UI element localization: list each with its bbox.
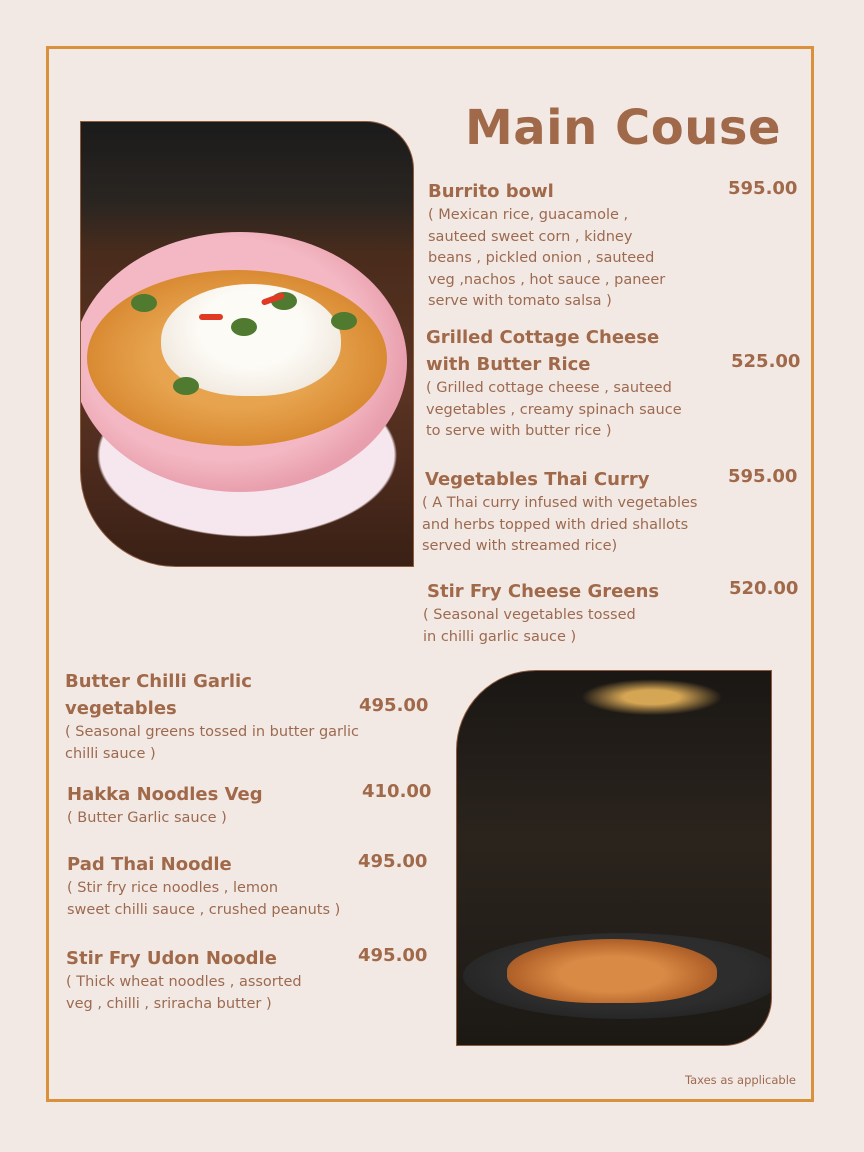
item-description: ( Butter Garlic sauce ) <box>67 810 227 826</box>
menu-item <box>426 324 801 443</box>
menu-item <box>423 578 798 648</box>
item-price: 495.00 <box>358 851 428 872</box>
menu-item <box>67 851 429 921</box>
leaf-shape <box>173 377 199 395</box>
menu-item <box>67 781 432 830</box>
item-price: 525.00 <box>731 351 801 372</box>
item-price: 520.00 <box>729 578 799 599</box>
item-description: ( Stir fry rice noodles , lemon sweet chilli sauce , crushed peanuts ) <box>67 880 341 918</box>
item-price: 495.00 <box>358 945 428 966</box>
item-price: 410.00 <box>362 781 432 802</box>
noodles-shape <box>507 939 717 1003</box>
item-price: 595.00 <box>728 178 798 199</box>
menu-item <box>428 178 798 313</box>
item-description: ( Grilled cottage cheese , sauteed vegetables , creamy spinach sauce to serve with butter rice ) <box>426 380 682 439</box>
page-title: Main Couse <box>465 100 781 156</box>
item-description: ( Seasonal greens tossed in butter garlic chilli sauce ) <box>65 724 360 762</box>
item-price: 595.00 <box>728 466 798 487</box>
item-name: Stir Fry Cheese Greens <box>427 581 660 602</box>
menu-item <box>422 466 798 558</box>
noodles-photo <box>456 670 772 1046</box>
item-name: Hakka Noodles Veg <box>67 784 263 805</box>
leaf-shape <box>231 318 257 336</box>
leaf-shape <box>131 294 157 312</box>
item-description: ( A Thai curry infused with vegetables and herbs topped with dried shallots served with streamed rice) <box>422 495 698 554</box>
leaf-shape <box>331 312 357 330</box>
menu-item <box>65 668 429 765</box>
item-description: ( Seasonal vegetables tossed in chilli garlic sauce ) <box>423 607 636 645</box>
item-name: Burrito bowl <box>428 181 554 202</box>
item-description: ( Mexican rice, guacamole , sauteed sweet corn , kidney beans , pickled onion , sauteed veg ,nachos , hot sauce , paneer serve with tomato salsa ) <box>428 207 666 309</box>
menu-item <box>66 945 429 1015</box>
item-name: Pad Thai Noodle <box>67 854 232 875</box>
item-price: 495.00 <box>359 695 429 716</box>
thai-curry-rice-photo <box>80 121 414 567</box>
item-name: Grilled Cottage Cheese with Butter Rice <box>426 327 660 375</box>
chili-shape <box>199 314 223 320</box>
item-name: Butter Chilli Garlic vegetables <box>65 671 252 719</box>
item-name: Stir Fry Udon Noodle <box>66 948 277 969</box>
taxes-note: Taxes as applicable <box>684 1073 796 1087</box>
item-description: ( Thick wheat noodles , assorted veg , chilli , sriracha butter ) <box>66 974 302 1012</box>
item-name: Vegetables Thai Curry <box>425 469 650 490</box>
